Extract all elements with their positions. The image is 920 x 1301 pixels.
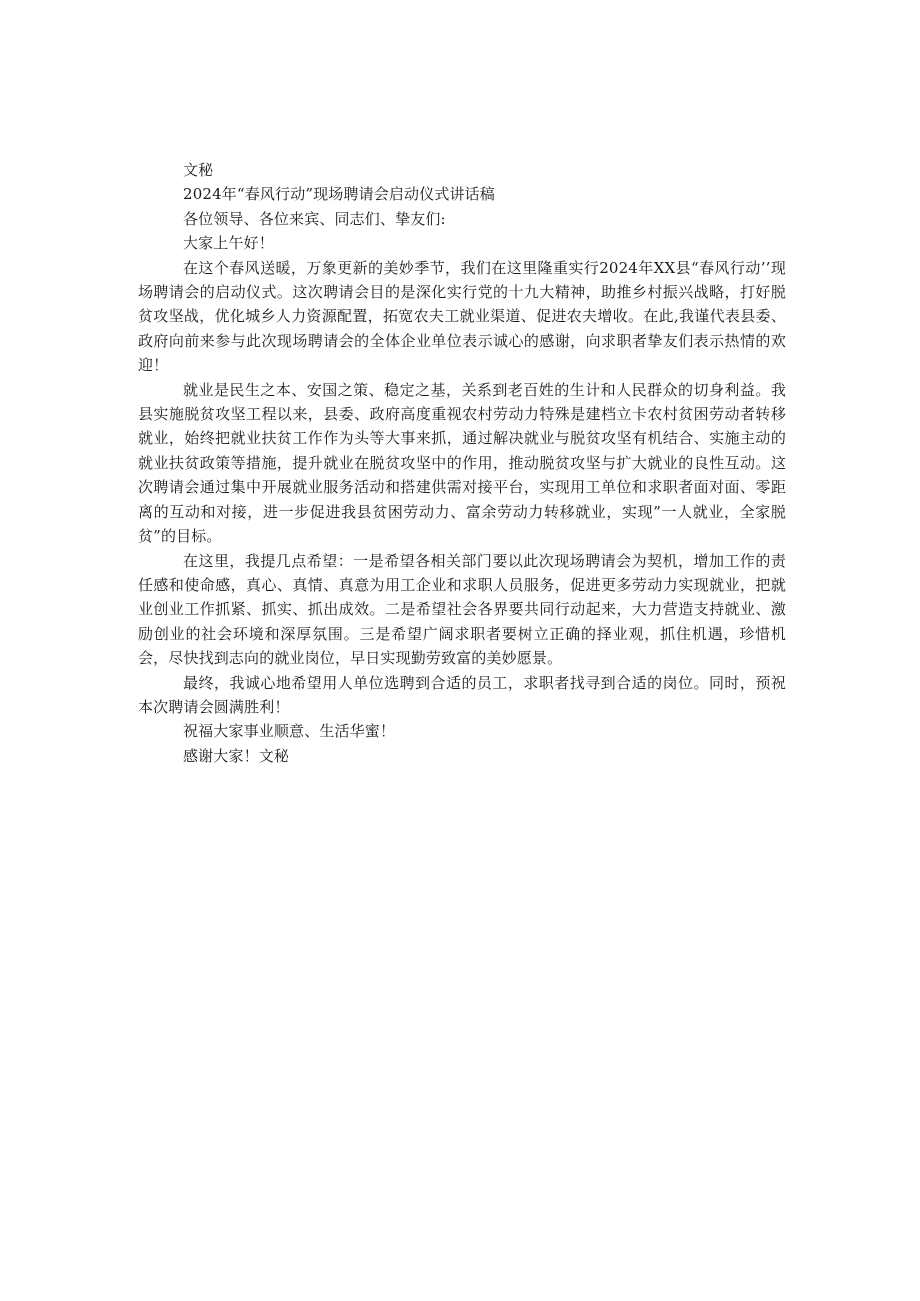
header-label: 文秘 [183,161,214,179]
paragraph-opening: 在这个春风送暖，万象更新的美妙季节，我们在这里隆重实行2024年XX县“春风行动’’现场聘请会的启动仪式。这次聘请会目的是深化实行党的十九大精神，助推乡村振兴战略，打好脱贫攻坚战，优化城乡人力资源配置，拓宽农夫工就业渠道、促进农夫增收。在此,我谨代表县委、政府向前来参与此次现场聘请会的全体企业单位表示诚心的感谢，向求职者挚友们表示热情的欢迎！ [138,258,786,375]
paragraph-employment: 就业是民生之本、安国之策、稳定之基，关系到老百姓的生计和人民群众的切身利益。我县实施脱贫攻坚工程以来，县委、政府高度重视农村劳动力特殊是建档立卡农村贫困劳动者转移就业，始终把就业扶贫工作作为头等大事来抓，通过解决就业与脱贫攻坚有机结合、实施主动的就业扶贫政策等措施，提升就业在脱贫攻坚中的作用，推动脱贫攻坚与扩大就业的良性互动。这次聘请会通过集中开展就业服务活动和搭建供需对接平台，实现用工单位和求职者面对面、零距离的互动和对接，进一步促进我县贫困劳动力、富余劳动力转移就业，实现”一人就业，全家脱贫”的目标。 [138,380,786,546]
document-title: 2024年“春风行动”现场聘请会启动仪式讲话稿 [183,185,495,204]
greeting: 大家上午好！ [183,234,274,253]
blessing: 祝福大家事业顺意、生活华蜜！ [183,722,396,741]
closing: 感谢大家！文秘 [183,746,290,765]
salutation: 各位领导、各位来宾、同志们、挚友们: [183,209,446,228]
paragraph-hopes: 在这里，我提几点希望：一是希望各相关部门要以此次现场聘请会为契机，增加工作的责任感和使命感，真心、真情、真意为用工企业和求职人员服务，促进更多劳动力实现就业，把就业创业工作抓紧、抓实、抓出成效。二是希望社会各界要共同行动起来，大力营造支持就业、激励创业的社会环境和深厚氛围。三是希望广阔求职者要树立正确的择业观，抓住机遇，珍惜机会，尽快找到志向的就业岗位，早日实现勤劳致富的美妙愿景。 [138,551,786,668]
paragraph-final: 最终，我诚心地希望用人单位选聘到合适的员工，求职者找寻到合适的岗位。同时，预祝本次聘请会圆满胜利！ [138,673,786,716]
document-body [138,158,786,768]
